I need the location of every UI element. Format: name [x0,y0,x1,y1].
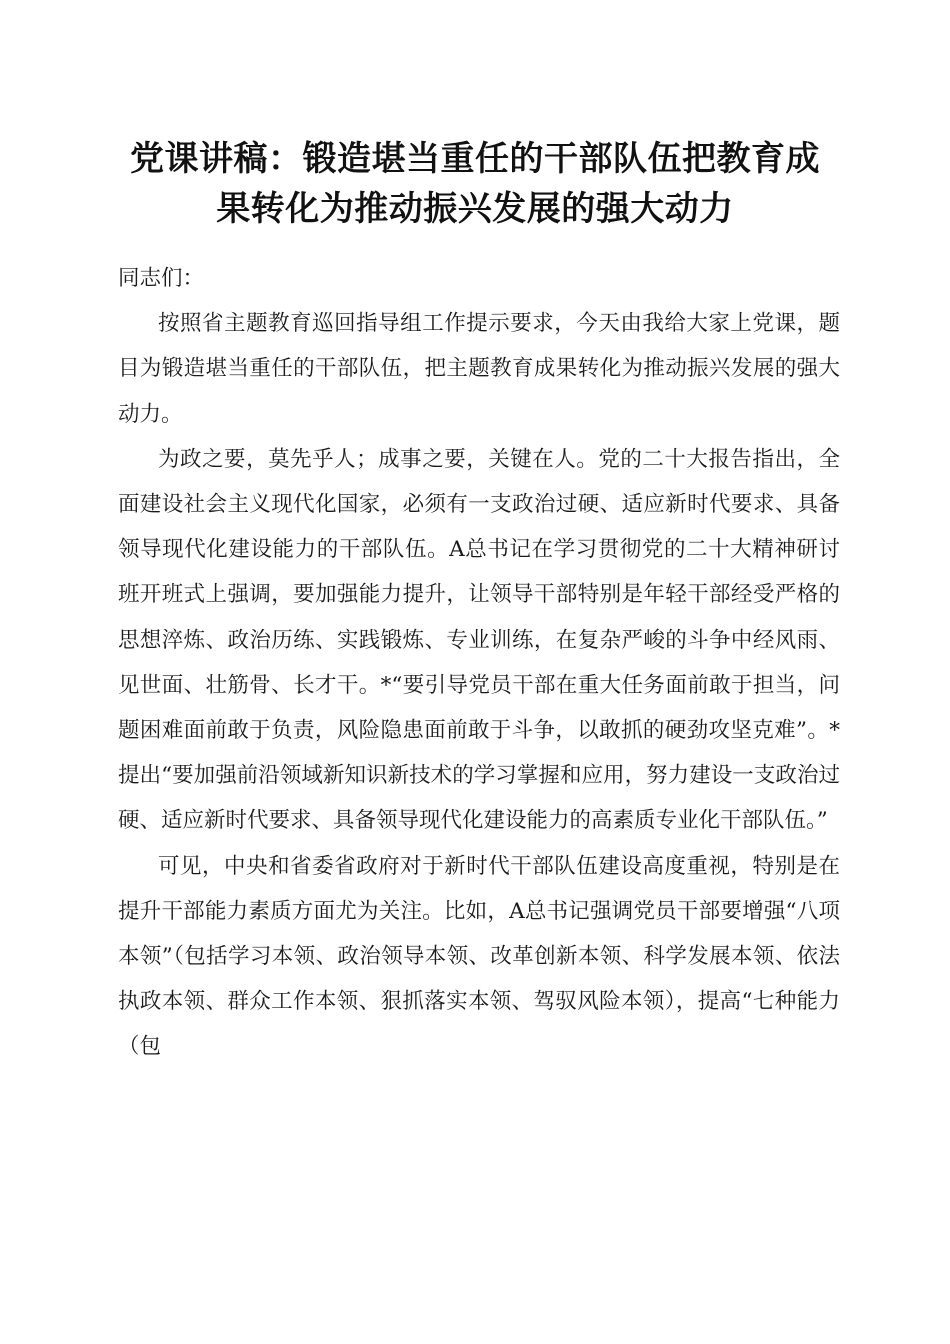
paragraph-central-attention: 可见，中央和省委省政府对于新时代干部队伍建设高度重视，特别是在提升干部能力素质方面尤为关注。比如，A总书记强调党员干部要增强“八项本领”（包括学习本领、政治领导本领、改革创新本领、科学发展本领、依法执政本领、群众工作本领、狠抓落实本领、驾驭风险本领），提高“七种能力（包 [118,853,840,1060]
paragraph-intro: 按照省主题教育巡回指导组工作提示要求，今天由我给大家上党课，题目为锻造堪当重任的干部队伍，把主题教育成果转化为推动振兴发展的强大动力。 [118,311,840,427]
document-title [100,134,850,234]
salutation: 同志们： [118,266,205,291]
document-body [118,256,840,1070]
paragraph-cadre-importance: 为政之要，莫先乎人；成事之要，关键在人。党的二十大报告指出，全面建设社会主义现代化国家，必须有一支政治过硬、适应新时代要求、具备领导现代化建设能力的干部队伍。A总书记在学习贯彻党的二十大精神研讨班开班式上强调，要加强能力提升，让领导干部特别是年轻干部经受严格的思想淬炼、政治历练、实践锻炼、专业训练，在复杂严峻的斗争中经风雨、见世面、壮筋骨、长才干。*“要引导党员干部在重大任务面前敢于担当，问题困难面前敢于负责，风险隐患面前敢于斗争，以敢抓的硬劲攻坚克难”。*提出“要加强前沿领域新知识新技术的学习掌握和应用，努力建设一支政治过硬、适应新时代要求、具备领导现代化建设能力的高素质专业化干部队伍。” [118,446,840,834]
title-line-2: 果转化为推动振兴发展的强大动力 [216,189,734,229]
title-line-1: 党课讲稿：锻造堪当重任的干部队伍把教育成 [130,139,820,179]
